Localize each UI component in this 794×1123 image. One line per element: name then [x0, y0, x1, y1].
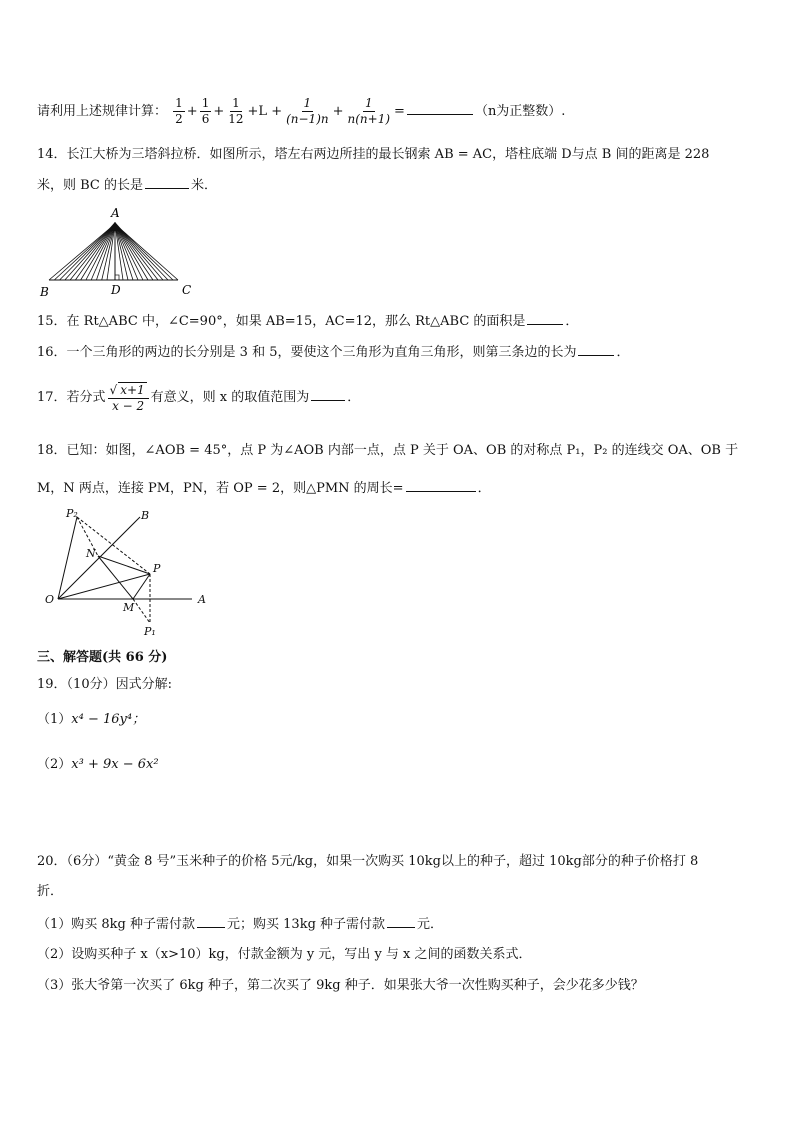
- part-label: （2）: [37, 757, 72, 772]
- bridge-cable: [115, 224, 138, 280]
- q20-p1-text: （1）购买 8kg 种子需付款: [37, 917, 196, 932]
- expression: x³ + 9x − 6x²: [71, 757, 159, 772]
- label-p2: P₂: [66, 507, 78, 520]
- equals: =: [394, 104, 405, 119]
- bridge-cable: [49, 224, 115, 280]
- bridge-cable: [81, 224, 115, 280]
- q19-part1: [37, 710, 145, 730]
- answer-blank: [197, 914, 225, 928]
- label-b: B: [40, 285, 49, 299]
- answer-blank: [311, 387, 345, 401]
- q16-line: [37, 342, 630, 363]
- label-a: A: [111, 206, 120, 220]
- q13-line: 请利用上述规律计算： $\frac{1}{2}$ + $\frac{1}{6}$ + $\frac{1}{12}$ +L + $\frac{1}{(n-1)n}$ + $\frac{1}{n(n+1)}$ = （n为正整数）.: [37, 96, 566, 126]
- frac-den: 12: [228, 112, 244, 126]
- label-p: P: [153, 562, 161, 575]
- q14-text: 米，则 BC 的长是: [37, 178, 144, 193]
- q20-part2: （2）设购买种子 x（x>10）kg，付款金额为 y 元，写出 y 与 x 之间的函数关系式．: [37, 947, 532, 962]
- answer-blank: [387, 914, 415, 928]
- frac-num: 1: [364, 96, 373, 110]
- q14-text-end: 米．: [191, 178, 218, 193]
- bridge-cable: [115, 224, 178, 280]
- q15-text-end: ．: [565, 314, 579, 329]
- q19-title: 19．（10分）因式分解:: [37, 677, 172, 692]
- part-label: （1）: [37, 712, 72, 727]
- frac-num: 1: [303, 96, 312, 110]
- bridge-figure: [36, 204, 206, 299]
- answer-blank: [406, 478, 476, 492]
- label-d: D: [111, 283, 121, 297]
- q14-line1: 14．长江大桥为三塔斜拉桥．如图所示，塔左右两边所挂的最长钢索 AB = AC，塔柱底端 D与点 B 间的距离是 228: [37, 147, 710, 162]
- q15-line: [37, 311, 578, 332]
- sqrt-radicand: x+1: [120, 382, 145, 397]
- frac-den: 6: [201, 112, 210, 126]
- q17-line: [37, 378, 360, 418]
- label-m: M: [123, 601, 135, 614]
- q18-line1: 18．已知：如图，∠AOB = 45°，点 P 为∠AOB 内部一点，点 P 关于 OA、OB 的对称点 P₁，P₂ 的连线交 OA、OB 于: [37, 443, 739, 458]
- frac-den: x − 2: [112, 398, 145, 413]
- bridge-cable: [115, 224, 153, 280]
- segment-op: [58, 574, 150, 599]
- answer-blank: [145, 175, 189, 189]
- tower-top: [107, 222, 123, 231]
- label-p1: P₁: [144, 625, 156, 638]
- q16-text-end: ．: [616, 345, 630, 360]
- q16-text: 16．一个三角形的两边的长分别是 3 和 5，要使这个三角形为直角三角形，则第三条边的长为: [37, 345, 577, 360]
- dashed-m-p1: [133, 599, 150, 623]
- q20-p1-text: 元；购买 13kg 种子需付款: [227, 917, 386, 932]
- bridge-cable: [115, 224, 168, 280]
- label-c: C: [182, 283, 192, 297]
- q20-part3: （3）张大爷第一次买了 6kg 种子，第二次买了 9kg 种子．如果张大爷一次性购买种子，会少花多少钱？: [37, 978, 644, 993]
- label-a: A: [198, 593, 206, 606]
- segment-o-p2: [58, 517, 77, 599]
- q13-suffix: （n为正整数）.: [474, 104, 566, 119]
- q15-text: 15．在 Rt△ABC 中，∠C=90°，如果 AB=15，AC=12，那么 Rt△ABC 的面积是: [37, 314, 526, 329]
- frac-num: √ x+1: [108, 382, 149, 399]
- q18-line2: [37, 478, 491, 499]
- answer-blank: [578, 342, 614, 356]
- dashed-p2-p: [77, 517, 150, 574]
- bridge-cable: [60, 224, 115, 280]
- q20-part1: [37, 914, 443, 935]
- q18-text: M，N 两点，连接 PM，PN，若 OP = 2，则△PMN 的周长=: [37, 481, 404, 496]
- fraction-1-2: [173, 96, 185, 127]
- fraction-n-plus-1: [346, 96, 393, 127]
- q17-middle: 有意义，则 x 的取值范围为: [150, 390, 310, 405]
- answer-blank: [527, 311, 563, 325]
- q18-text-end: ．: [477, 481, 491, 496]
- answer-blank: [407, 101, 473, 115]
- label-n: N: [86, 547, 96, 560]
- label-b: B: [141, 509, 150, 522]
- ellipsis: +L +: [247, 104, 283, 119]
- angle-figure: [40, 505, 215, 640]
- bridge-cables: [49, 224, 178, 280]
- fraction-1-6: [200, 96, 212, 127]
- expression: x⁴ − 16y⁴；: [71, 712, 146, 727]
- frac-num: 1: [201, 96, 210, 110]
- q20-line2: 折．: [37, 884, 64, 899]
- frac-num: 1: [232, 96, 240, 110]
- frac-num: 1: [175, 96, 183, 110]
- fraction-1-12: [226, 96, 245, 127]
- frac-den: (n−1)n: [286, 112, 329, 126]
- q14-line2: [37, 175, 217, 196]
- fraction-sqrt: [108, 382, 149, 414]
- q17-end: ．: [347, 390, 361, 405]
- frac-den: n(n+1): [347, 112, 391, 126]
- q20-line1: 20．（6分）“黄金 8 号”玉米种子的价格 5元/kg，如果一次购买 10kg以上的种子，超过 10kg部分的种子价格打 8: [37, 854, 699, 869]
- bridge-cable: [115, 224, 148, 280]
- q20-p1-text: 元．: [417, 917, 444, 932]
- frac-den: 2: [175, 112, 183, 126]
- q19-part2: [37, 755, 159, 775]
- q17-prefix: 17．若分式: [37, 390, 106, 405]
- label-o: O: [45, 593, 55, 606]
- q13-prefix: 请利用上述规律计算：: [37, 104, 168, 119]
- section-heading: 三、解答题(共 66 分): [37, 650, 168, 665]
- right-angle-mark: [115, 275, 119, 280]
- fraction-n-minus-1: [284, 96, 331, 127]
